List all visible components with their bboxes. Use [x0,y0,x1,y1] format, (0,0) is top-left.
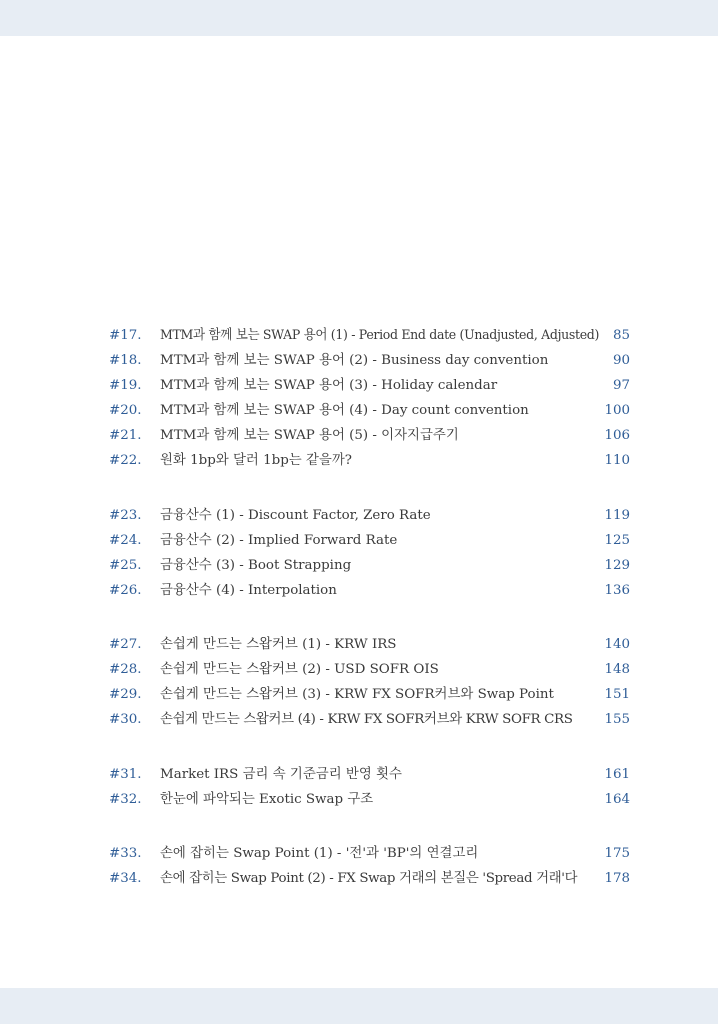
page-header-band [0,0,718,36]
toc-entry-page: 110 [604,453,630,468]
toc-entry-title: MTM과 함께 보는 SWAP 용어 (4) - Day count convention [160,403,529,418]
toc-entry-title: 손에 잡히는 Swap Point (1) - '전'과 'BP'의 연결고리 [160,846,479,861]
toc-entry[interactable] [0,375,718,397]
toc-entry-page: 125 [604,533,630,548]
toc-entry-page: 155 [604,712,630,727]
toc-entry-title: 손쉽게 만드는 스왑커브 (1) - KRW IRS [160,637,397,652]
toc-entry-number: #19. [109,378,142,393]
toc-entry-number: #24. [109,533,142,548]
toc-entry[interactable] [0,764,718,786]
toc-entry-page: 129 [604,558,630,573]
toc-entry[interactable] [0,659,718,681]
toc-entry-title: MTM과 함께 보는 SWAP 용어 (2) - Business day convention [160,353,549,368]
toc-entry-title: 손쉽게 만드는 스왑커브 (3) - KRW FX SOFR커브와 Swap Point [160,687,554,702]
toc-entry-title: 금융산수 (4) - Interpolation [160,583,337,598]
toc-entry-page: 119 [604,508,630,523]
page-footer-band [0,988,718,1024]
toc-entry[interactable] [0,684,718,706]
toc-entry-page: 136 [604,583,630,598]
toc-entry-number: #26. [109,583,142,598]
toc-entry[interactable] [0,843,718,865]
toc-entry-page: 100 [604,403,630,418]
toc-entry-title: MTM과 함께 보는 SWAP 용어 (3) - Holiday calendar [160,378,498,393]
toc-entry-number: #33. [109,846,142,861]
toc-entry-number: #30. [109,712,142,727]
toc-entry-page: 85 [612,328,630,343]
toc-entry-number: #23. [109,508,142,523]
toc-entry-page: 90 [612,353,630,368]
toc-entry[interactable] [0,634,718,656]
toc-entry-page: 151 [604,687,630,702]
toc-entry-title: 금융산수 (2) - Implied Forward Rate [160,533,398,548]
toc-entry-number: #28. [109,662,142,677]
toc-entry[interactable] [0,580,718,602]
toc-entry[interactable] [0,555,718,577]
toc-entry-number: #20. [109,403,142,418]
toc-entry-title: 손에 잡히는 Swap Point (2) - FX Swap 거래의 본질은 'Spread 거래'다 [160,871,578,886]
toc-entry-title: MTM과 함께 보는 SWAP 용어 (1) - Period End date (Unadjusted, Adjusted) [160,328,600,343]
toc-entry-number: #27. [109,637,142,652]
toc-entry[interactable] [0,425,718,447]
toc-entry[interactable] [0,789,718,811]
toc-entry-number: #21. [109,428,142,443]
toc-entry[interactable] [0,400,718,422]
toc-entry-number: #18. [109,353,142,368]
toc-entry-page: 164 [604,792,630,807]
toc-entry-title: 원화 1bp와 달러 1bp는 같을까? [160,453,352,468]
toc-entry-page: 106 [604,428,630,443]
toc-entry-number: #34. [109,871,142,886]
toc-entry-page: 175 [604,846,630,861]
toc-entry-title: 손쉽게 만드는 스왑커브 (2) - USD SOFR OIS [160,662,439,677]
toc-entry-page: 148 [604,662,630,677]
toc-entry[interactable] [0,709,718,731]
toc-entry-title: MTM과 함께 보는 SWAP 용어 (5) - 이자지급주기 [160,428,459,443]
toc-entry-page: 161 [604,767,630,782]
toc-entry-page: 97 [612,378,630,393]
toc-entry[interactable] [0,325,718,347]
toc-entry-title: 금융산수 (3) - Boot Strapping [160,558,352,573]
toc-entry[interactable] [0,450,718,472]
toc-entry[interactable] [0,868,718,890]
toc-entry[interactable] [0,530,718,552]
toc-entry[interactable] [0,505,718,527]
toc-entry-number: #17. [109,328,142,343]
toc-entry-number: #22. [109,453,142,468]
toc-entry-title: 손쉽게 만드는 스왑커브 (4) - KRW FX SOFR커브와 KRW SOFR CRS [160,712,573,727]
toc-entry-page: 140 [604,637,630,652]
toc-entry-title: Market IRS 금리 속 기준금리 반영 횟수 [160,767,402,782]
toc-entry[interactable] [0,350,718,372]
toc-entry-title: 한눈에 파악되는 Exotic Swap 구조 [160,792,374,807]
toc-entry-number: #29. [109,687,142,702]
toc-entry-number: #32. [109,792,142,807]
toc-entry-number: #25. [109,558,142,573]
toc-entry-number: #31. [109,767,142,782]
toc-entry-title: 금융산수 (1) - Discount Factor, Zero Rate [160,508,431,523]
toc-entry-page: 178 [604,871,630,886]
